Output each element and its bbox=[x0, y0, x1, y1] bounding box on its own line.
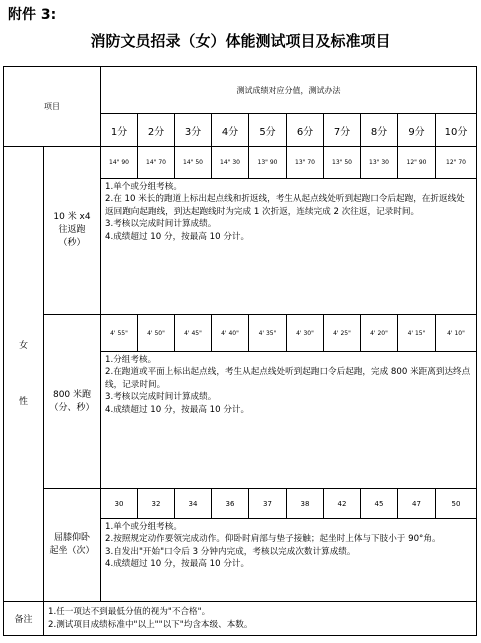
value-cell: 4' 50" bbox=[138, 315, 175, 352]
rule-line: 1.单个或分组考核。 bbox=[105, 522, 182, 532]
value-cell: 47 bbox=[398, 489, 436, 519]
gender-cell bbox=[4, 147, 44, 602]
event-name-line: （分、秒） bbox=[49, 402, 95, 413]
remarks-cell bbox=[44, 602, 477, 636]
score-header: 6分 bbox=[287, 114, 324, 147]
value-cell: 4' 25" bbox=[324, 315, 361, 352]
score-header: 9分 bbox=[398, 114, 436, 147]
score-header: 10分 bbox=[436, 114, 477, 147]
event-name-line: （秒） bbox=[58, 238, 86, 248]
rule-line: 2.在 10 米长的跑道上标出起点线和折返线，考生从起点线处听到起跑口令后起跑，在折返线处返回跑向起跑线，到达起跑线时为完成 1 次折返，连续完成 2 次往返，记录时间。 bbox=[105, 194, 465, 217]
rule-line: 2.按照规定动作要领完成动作。仰卧时肩部与垫子接触；起坐时上体与下肢小于 90°角。 bbox=[105, 534, 441, 545]
score-header: 4分 bbox=[212, 114, 249, 147]
value-cell: 4' 40" bbox=[212, 315, 249, 352]
value-cell: 13" 90 bbox=[249, 147, 287, 179]
value-cell: 4' 15" bbox=[398, 315, 436, 352]
value-cell: 14" 30 bbox=[212, 147, 249, 179]
value-cell: 13" 70 bbox=[287, 147, 324, 179]
project-header: 项目 bbox=[4, 67, 101, 147]
value-cell: 32 bbox=[138, 489, 175, 519]
value-cell: 34 bbox=[175, 489, 212, 519]
gender-char: 性 bbox=[18, 397, 28, 407]
score-header: 3分 bbox=[175, 114, 212, 147]
value-cell: 38 bbox=[287, 489, 324, 519]
value-cell: 4' 45" bbox=[175, 315, 212, 352]
annex-label: 附件 3: bbox=[8, 7, 57, 23]
value-cell: 37 bbox=[249, 489, 287, 519]
event-name-800m bbox=[44, 315, 101, 489]
rule-line: 3.考核以完成时间计算成绩。 bbox=[105, 219, 217, 230]
score-header: 2分 bbox=[138, 114, 175, 147]
value-cell: 50 bbox=[436, 489, 477, 519]
value-cell: 36 bbox=[212, 489, 249, 519]
value-cell: 4' 30" bbox=[287, 315, 324, 352]
gender-char: 女 bbox=[18, 341, 28, 351]
score-header: 1分 bbox=[101, 114, 138, 147]
value-cell: 14" 90 bbox=[101, 147, 138, 179]
rule-line: 3.自发出"开始"口令后 3 分钟内完成，考核以完成次数计算成绩。 bbox=[105, 546, 356, 557]
event-name-line: 起坐（次） bbox=[49, 546, 95, 556]
event-name-line: 往返跑 bbox=[58, 225, 86, 235]
fitness-standards-table bbox=[3, 66, 477, 636]
rules-cell-800m bbox=[101, 352, 477, 489]
rule-line: 4.成绩超过 10 分，按最高 10 分计。 bbox=[105, 404, 250, 415]
rule-line: 2.在跑道或平面上标出起点线，考生从起点线处听到起跑口令后起跑，完成 800 米距离到达终点线，记录时间。 bbox=[105, 367, 471, 390]
event-name-line: 800 米跑 bbox=[52, 389, 92, 400]
value-cell: 4' 10" bbox=[436, 315, 477, 352]
value-cell: 4' 35" bbox=[249, 315, 287, 352]
remark-line: 2.测试项目成绩标准中"以上""以下"均含本级、本数。 bbox=[48, 619, 253, 630]
value-cell: 45 bbox=[361, 489, 398, 519]
value-cell: 42 bbox=[324, 489, 361, 519]
event-name-line: 10 米 x4 bbox=[53, 212, 91, 222]
event-name-shuttle bbox=[44, 147, 101, 315]
value-cell: 12" 70 bbox=[436, 147, 477, 179]
remark-line: 1.任一项达不到最低分值的视为"不合格"。 bbox=[48, 606, 211, 617]
rules-cell-shuttle bbox=[101, 179, 477, 315]
remarks-label: 备注 bbox=[4, 602, 44, 636]
scoring-header: 测试成绩对应分值，测试办法 bbox=[101, 67, 477, 114]
rule-line: 4.成绩超过 10 分，按最高 10 分计。 bbox=[105, 231, 250, 242]
score-header: 8分 bbox=[361, 114, 398, 147]
event-name-situps bbox=[44, 489, 101, 602]
score-header: 7分 bbox=[324, 114, 361, 147]
rules-cell-situps bbox=[101, 519, 477, 602]
value-cell: 30 bbox=[101, 489, 138, 519]
rule-line: 1.分组考核。 bbox=[105, 355, 157, 365]
rule-line: 4.成绩超过 10 分，按最高 10 分计。 bbox=[105, 559, 250, 570]
event-name-line: 屈膝仰卧 bbox=[53, 533, 90, 543]
value-cell: 14" 50 bbox=[175, 147, 212, 179]
page-title: 消防文员招录（女）体能测试项目及标准项目 bbox=[90, 32, 391, 50]
rule-line: 1.单个或分组考核。 bbox=[105, 182, 182, 192]
value-cell: 12" 90 bbox=[398, 147, 436, 179]
value-cell: 13" 30 bbox=[361, 147, 398, 179]
score-header: 5分 bbox=[249, 114, 287, 147]
value-cell: 4' 55" bbox=[101, 315, 138, 352]
value-cell: 4' 20" bbox=[361, 315, 398, 352]
rule-line: 3.考核以完成时间计算成绩。 bbox=[105, 392, 217, 403]
value-cell: 13" 50 bbox=[324, 147, 361, 179]
value-cell: 14" 70 bbox=[138, 147, 175, 179]
